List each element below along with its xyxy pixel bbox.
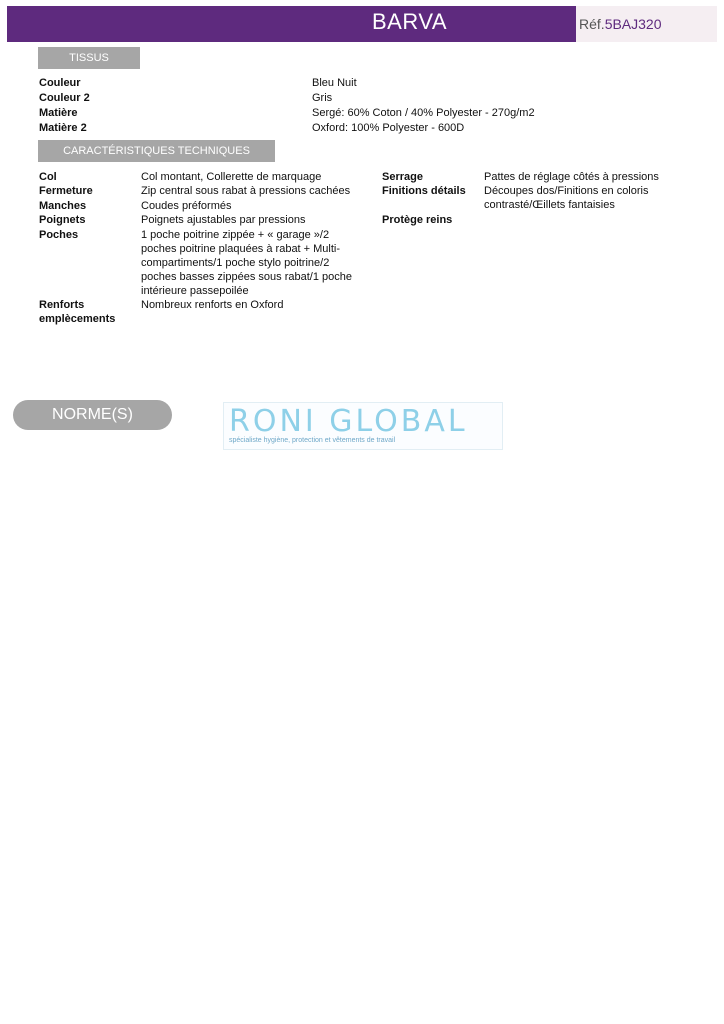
logo-tagline: spécialiste hygiène, protection et vêtements de travail bbox=[229, 437, 396, 444]
spec-value: poches poitrine plaquées à rabat + Multi- bbox=[141, 243, 341, 255]
spec-value: Coudes préformés bbox=[141, 200, 232, 212]
tissus-value: Gris bbox=[312, 92, 333, 104]
header-bar bbox=[7, 6, 576, 42]
spec-value: 1 poche poitrine zippée + « garage »/2 bbox=[141, 229, 330, 241]
logo-name: RONI GLOBAL bbox=[229, 404, 468, 439]
spec-label: Renforts bbox=[39, 299, 85, 311]
spec-value: poches basses zippées sous rabat/1 poche bbox=[141, 271, 352, 283]
spec-value: Nombreux renforts en Oxford bbox=[141, 299, 284, 311]
spec-value: Découpes dos/Finitions en coloris bbox=[484, 185, 649, 197]
norme-badge: NORME(S) bbox=[13, 400, 172, 430]
spec-label: Finitions détails bbox=[382, 185, 466, 197]
spec-value: Poignets ajustables par pressions bbox=[141, 214, 306, 226]
spec-value: contrasté/Œillets fantaisies bbox=[484, 199, 615, 211]
tissus-value: Bleu Nuit bbox=[312, 77, 357, 89]
product-title: BARVA bbox=[372, 9, 448, 34]
tissus-label: Couleur bbox=[39, 77, 81, 89]
company-logo bbox=[223, 402, 503, 450]
spec-label: Col bbox=[39, 171, 57, 183]
spec-label: Serrage bbox=[382, 171, 423, 183]
spec-label: Poches bbox=[39, 229, 79, 241]
spec-label: emplècements bbox=[39, 313, 116, 325]
spec-label: Fermeture bbox=[39, 185, 93, 197]
tissus-label: Matière 2 bbox=[39, 122, 87, 134]
reference bbox=[579, 16, 662, 32]
spec-value: compartiments/1 poche stylo poitrine/2 bbox=[141, 257, 330, 269]
tissus-label: Couleur 2 bbox=[39, 92, 90, 104]
spec-label: Poignets bbox=[39, 214, 86, 226]
section-tissus: TISSUS bbox=[38, 47, 140, 69]
spec-value: Zip central sous rabat à pressions cachées bbox=[141, 185, 351, 197]
spec-value: intérieure passepoilée bbox=[141, 285, 249, 297]
reference-label: Réf. bbox=[579, 16, 605, 32]
spec-value: Col montant, Collerette de marquage bbox=[141, 171, 322, 183]
reference-code: 5BAJ320 bbox=[604, 16, 662, 32]
spec-label: Manches bbox=[39, 200, 87, 212]
spec-value: Pattes de réglage côtés à pressions bbox=[484, 171, 659, 183]
tissus-value: Oxford: 100% Polyester - 600D bbox=[312, 122, 465, 134]
spec-label: Protège reins bbox=[382, 214, 453, 226]
section-caracteristiques: CARACTÉRISTIQUES TECHNIQUES bbox=[38, 140, 275, 162]
tissus-label: Matière bbox=[39, 107, 78, 119]
tissus-value: Sergé: 60% Coton / 40% Polyester - 270g/m2 bbox=[312, 107, 535, 119]
